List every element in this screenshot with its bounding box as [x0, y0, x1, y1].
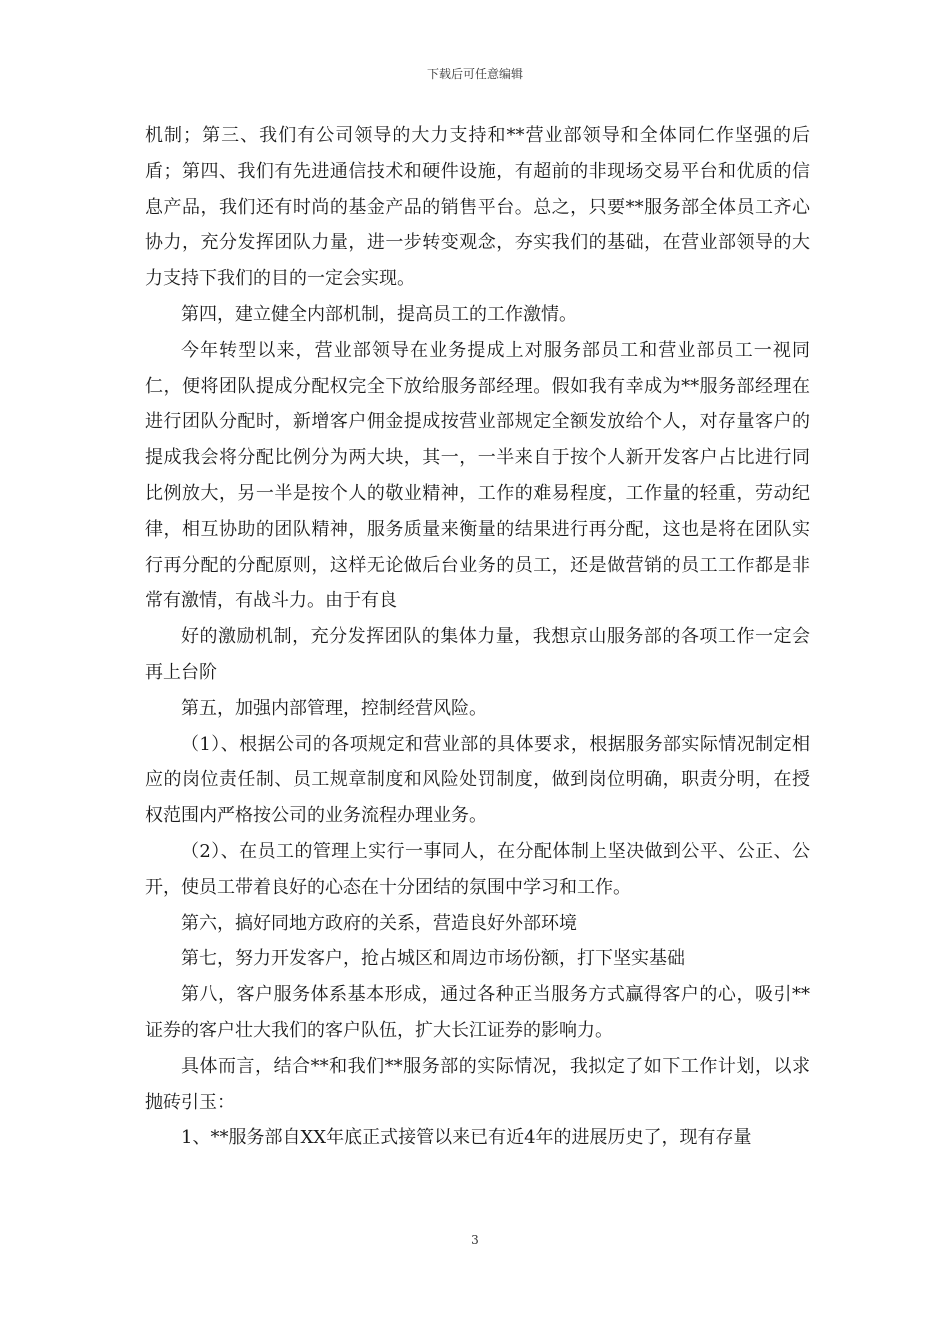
paragraph-11: 具体而言，结合**和我们**服务部的实际情况，我拟定了如下工作计划，以求抛砖引玉：: [145, 1055, 810, 1113]
page-number: 3: [471, 1233, 479, 1247]
page-header: 下载后可任意编辑: [426, 67, 523, 81]
paragraph-7: （2）、在员工的管理上实行一事同人，在分配体制上坚决做到公平、公正、公开，使员工带着良好的心态在十分团结的氛围中学习和工作。: [145, 840, 810, 898]
paragraph-1: 机制；第三、我们有公司领导的大力支持和**营业部领导和全体同仁作坚强的后盾；第四、我们有先进通信技术和硬件设施，有超前的非现场交易平台和优质的信息产品，我们还有时尚的基金产品的销售平台。总之，只要**服务部全体员工齐心协力，充分发挥团队力量，进一步转变观念，夯实我们的基础，在营业部领导的大力支持下我们的目的一定会实现。: [145, 125, 810, 290]
paragraph-12: 1、**服务部自XX年底正式接管以来已有近4年的进展历史了，现有存量: [181, 1127, 752, 1149]
paragraph-2: 第四，建立健全内部机制，提高员工的工作激情。: [181, 303, 577, 325]
paragraph-10: 第八，客户服务体系基本形成，通过各种正当服务方式赢得客户的心，吸引**证券的客户壮大我们的客户队伍，扩大长江证券的影响力。: [145, 984, 810, 1041]
paragraph-4: 好的激励机制，充分发挥团队的集体力量，我想京山服务部的各项工作一定会再上台阶: [145, 626, 810, 683]
paragraph-9: 第七，努力开发客户，抢占城区和周边市场份额，打下坚实基础: [181, 948, 685, 970]
document-body: [145, 118, 810, 1156]
paragraph-3: 今年转型以来，营业部领导在业务提成上对服务部员工和营业部员工一视同仁，便将团队提成分配权完全下放给服务部经理。假如我有幸成为**服务部经理在进行团队分配时，新增客户佣金提成按营业部规定全额发放给个人，对存量客户的提成我会将分配比例分为两大块，其一，一半来自于按个人新开发客户占比进行同比例放大，另一半是按个人的敬业精神，工作的难易程度，工作量的轻重，劳动纪律，相互协助的团队精神，服务质量来衡量的结果进行再分配，这也是将在团队实行再分配的分配原则，这样无论做后台业务的员工，还是做营销的员工工作都是非常有激情，有战斗力。由于有良: [145, 339, 810, 612]
paragraph-8: 第六，搞好同地方政府的关系，营造良好外部环境: [181, 912, 577, 934]
paragraph-5: 第五，加强内部管理，控制经营风险。: [181, 697, 487, 719]
paragraph-6: （1）、根据公司的各项规定和营业部的具体要求，根据服务部实际情况制定相应的岗位责任制、员工规章制度和风险处罚制度，做到岗位明确，职责分明，在授权范围内严格按公司的业务流程办理业务。: [145, 733, 810, 827]
